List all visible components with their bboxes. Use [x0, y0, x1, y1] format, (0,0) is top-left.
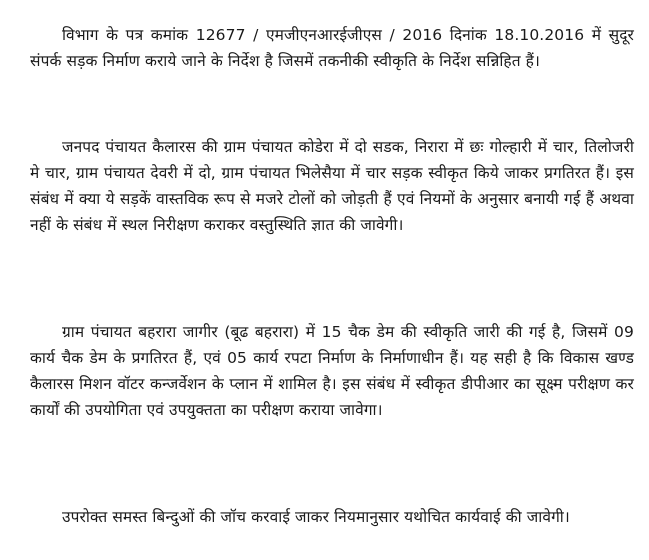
paragraph-department-letter: विभाग के पत्र कमांक 12677 / एमजीएनआरईजीएस / 2016 दिनांक 18.10.2016 में सुदूर संपर्क सड़क निर्माण कराये जाने के निर्देश है जिसमें तकनीकी स्वीकृति के निर्देश सन्निहित हैं। [30, 25, 634, 70]
paragraph-road-works: जनपद पंचायत कैलारस की ग्राम पंचायत कोडेरा में दो सडक, निरारा में छः गोल्हारी में चार, तिलोजरी मे चार, ग्राम पंचायत देवरी में दो, ग्राम पंचायत भिलेसैया में चार सड़क स्वीकृत किये जाकर प्रगतिरत हैं। इस संबंध में क्या ये सड़कें वास्तविक रूप से मजरे टोलों को जोड़ती हैं एवं नियमों के अनुसार बनायी गई हैं अथवा नहीं के संबंध में स्थल निरीक्षण कराकर वस्तुस्थिति ज्ञात की जावेगी। [30, 137, 634, 234]
paragraph-conclusion: उपरोक्त समस्त बिन्दुओं की जॉच करवाई जाकर नियमानुसार यथोचित कार्यवाई की जावेगी। [62, 507, 570, 526]
paragraph-check-dams: ग्राम पंचायत बहरारा जागीर (बूढ बहरारा) में 15 चैक डेम की स्वीकृति जारी की गई है, जिसमें 09 कार्य चैक डेम के प्रगतिरत हैं, एवं 05 कार्य रपटा निर्माण के निर्माणाधीन हैं। यह सही है कि विकास खण्ड कैलारस मिशन वॉटर कन्जर्वेशन के प्लान में शामिल है। इस संबंध में स्वीकृत डीपीआर का सूक्ष्म परीक्षण कर कार्यों की उपयोगिता एवं उपयुक्तता का परीक्षण कराया जावेगा। [30, 322, 634, 419]
